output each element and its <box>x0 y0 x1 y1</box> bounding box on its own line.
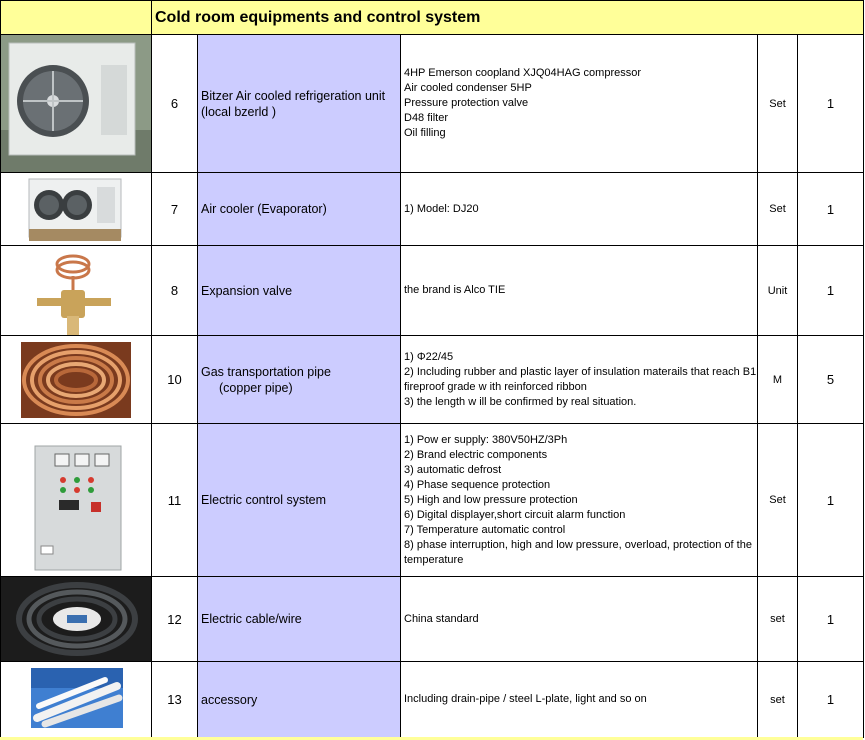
item-name <box>198 424 401 577</box>
item-name <box>198 173 401 246</box>
item-number: 13 <box>152 662 198 738</box>
image-cell <box>1 173 152 246</box>
table-row <box>1 246 864 336</box>
item-name <box>198 577 401 662</box>
item-name-line: (copper pipe) <box>219 380 293 395</box>
table-row <box>1 577 864 662</box>
description-line: the brand is Alco TIE <box>404 284 506 296</box>
description-line: 1) Pow er supply: 380V50HZ/3Ph <box>404 433 568 446</box>
image-cell <box>1 424 152 577</box>
table-row <box>1 424 864 577</box>
item-quantity: 5 <box>798 336 864 424</box>
item-unit: set <box>758 577 798 662</box>
description-line: Including drain-pipe / steel L-plate, light and so on <box>404 693 647 705</box>
image-cell <box>1 336 152 424</box>
item-name-line: Electric control system <box>201 493 327 507</box>
item-description <box>401 246 758 336</box>
item-quantity: 1 <box>798 246 864 336</box>
description-line: 7) Temperature automatic control <box>404 523 566 536</box>
description-line: Air cooled condenser 5HP <box>404 82 532 94</box>
header-blank-cell <box>1 1 152 35</box>
image-cell <box>1 35 152 173</box>
item-number: 12 <box>152 577 198 662</box>
item-quantity: 1 <box>798 662 864 738</box>
item-unit: Set <box>758 424 798 577</box>
item-description <box>401 35 758 173</box>
condensing-unit-image <box>1 35 152 172</box>
description-line: 3) automatic defrost <box>404 463 502 476</box>
item-name-line: accessory <box>201 692 258 707</box>
image-cell <box>1 662 152 738</box>
item-name-line: Air cooler (Evaporator) <box>201 202 327 216</box>
air-cooler-image <box>1 173 152 245</box>
image-cell <box>1 577 152 662</box>
description-line: 4HP Emerson coopland XJQ04HAG compressor <box>404 67 642 79</box>
header-row <box>1 1 864 35</box>
item-unit: Unit <box>758 246 798 336</box>
item-name <box>198 336 401 424</box>
item-number: 11 <box>152 424 198 577</box>
control-cabinet-image <box>1 424 152 576</box>
description-line: 2) Including rubber and plastic layer of insulation materails that reach B1 fireproof grade w ith reinforced ribbon <box>404 365 757 393</box>
item-number: 10 <box>152 336 198 424</box>
item-name <box>198 35 401 173</box>
table-row <box>1 662 864 738</box>
item-description <box>401 662 758 738</box>
table-row <box>1 173 864 246</box>
description-line: 5) High and low pressure protection <box>404 493 578 506</box>
item-unit: Set <box>758 35 798 173</box>
cable-coil-image <box>1 577 152 661</box>
item-quantity: 1 <box>798 577 864 662</box>
description-line: 2) Brand electric components <box>404 448 548 461</box>
item-name <box>198 246 401 336</box>
item-unit: M <box>758 336 798 424</box>
description-line: 3) the length w ill be confirmed by real situation. <box>404 395 637 408</box>
pvc-pipes-image <box>1 662 152 737</box>
item-quantity: 1 <box>798 424 864 577</box>
table-row <box>1 336 864 424</box>
item-number: 7 <box>152 173 198 246</box>
expansion-valve-image <box>1 246 152 335</box>
item-quantity: 1 <box>798 173 864 246</box>
item-name-line: Bitzer Air cooled refrigeration unit <box>201 88 386 103</box>
item-number: 6 <box>152 35 198 173</box>
item-description <box>401 173 758 246</box>
description-line: Pressure protection valve <box>404 97 529 109</box>
item-quantity: 1 <box>798 35 864 173</box>
image-cell <box>1 246 152 336</box>
item-number: 8 <box>152 246 198 336</box>
table-row <box>1 35 864 173</box>
item-unit: Set <box>758 173 798 246</box>
item-name-line: (local bzerld ) <box>201 104 277 119</box>
item-description <box>401 424 758 577</box>
item-unit: set <box>758 662 798 738</box>
description-line: Oil filling <box>404 127 446 139</box>
item-name <box>198 662 401 738</box>
description-line: China standard <box>404 612 479 625</box>
description-line: 1) Φ22/45 <box>404 350 454 363</box>
item-name-line: Gas transportation pipe <box>201 364 331 379</box>
item-description <box>401 336 758 424</box>
item-description <box>401 577 758 662</box>
description-line: 4) Phase sequence protection <box>404 478 551 491</box>
description-line: D48 filter <box>404 112 449 124</box>
item-name-line: Expansion valve <box>201 283 293 298</box>
description-line: 6) Digital displayer,short circuit alarm function <box>404 508 626 521</box>
description-line: 8) phase interruption, high and low pressure, overload, protection of the temperature <box>404 538 752 566</box>
sheet-title: Cold room equipments and control system <box>152 1 864 35</box>
item-name-line: Electric cable/wire <box>201 612 302 626</box>
description-line: 1) Model: DJ20 <box>404 202 479 215</box>
copper-pipe-image <box>1 336 152 423</box>
